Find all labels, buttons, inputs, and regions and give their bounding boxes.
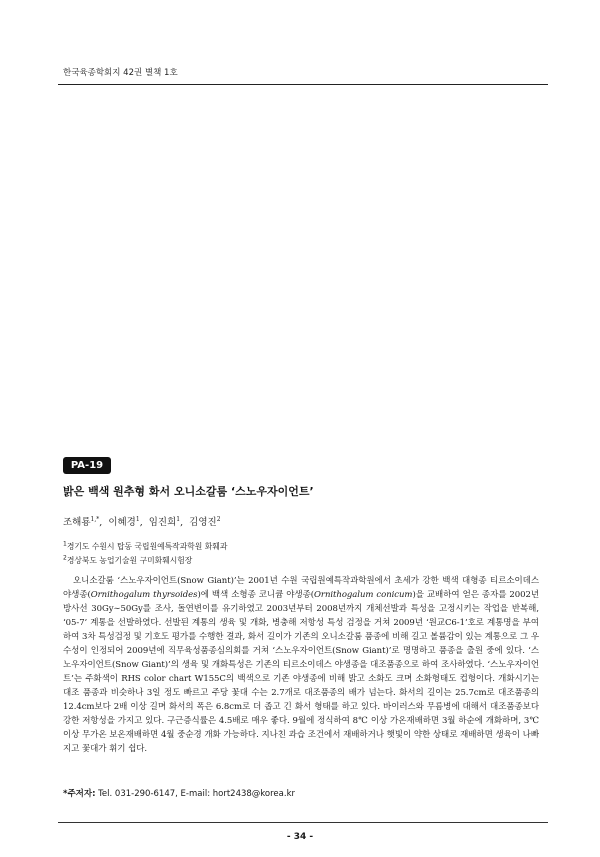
affiliation-number: 1 bbox=[63, 540, 67, 548]
abstract-text: )을 교배하여 얻은 종자를 2002년 방사선 30Gy∼50Gy를 조사, 돌연변이를 유기하였고 2003년부터 2008년까지 개체선발과 특성을 고정시키는 작업을 반복해, ‘05-7’ 계통을 선발하였다. 선발된 계통의 생육 및 개화, 병충해 저항성 특성 검정을 거쳐 2009년 ‘원교C6-1’호로 계통명을 부여하여 3차 특성검정 및 기호도 평가를 수행한 결과, 화서 길이가 기존의 오니소갈룸 품종에 비해 길고 볼륨감이 있는 계통으로 그 우수성이 인정되어 2009년에 직무육성품종심의회를 거쳐 ‘스노우자이언트(Snow Giant)’로 명명하고 품종을 출원 중에 있다. ‘스노우자이언트(Snow Giant)’의 생육 및 개화특성은 기존의 티르소이데스 야생종을 대조품종으로 하여 조사하였다. ‘스노우자이언트’는 주화색이 RHS color chart W155C의 백색으로 기존 야생종에 비해 밝고 소화도 크며 소화형태도 컵형이다. 개화시기는 대조 품종과 비슷하나 3일 정도 빠르고 주당 꽃대 수는 2.7개로 대조품종의 배가 넘는다. 화서의 길이는 25.7cm로 대조품종의 12.4cm보다 2배 이상 길며 화서의 폭은 6.8cm로 더 좁고 긴 화서 형태를 하고 있다. 바이러스와 무름병에 대해서 대조품종보다 강한 저항성을 가지고 있다. 구근증식률은 4.5배로 매우 좋다. 9월에 정식하여 8℃ 이상 가온재배하면 3월 하순에 개화하며, 3℃ 이상 무가온 보온재배하면 4월 중순경 개화 가능하다. 지나친 과습 조건에서 재배하거나 햇빛이 약한 상태로 재배하면 생육이 나빠지고 꽃대가 휘기 쉽다. bbox=[63, 590, 540, 754]
author-affil-mark: 2 bbox=[216, 515, 221, 523]
header-rule bbox=[58, 84, 548, 85]
author-list: 조해룡$^{1,*}$, 이혜경$^1$, 임진희$^1$, 김영진$^2$ bbox=[63, 515, 221, 528]
correspondence-label: *주저자: bbox=[63, 789, 96, 799]
affiliation-text: 경상북도 농업기술원 구미화훼시험장 bbox=[66, 555, 193, 565]
correspondence-contact: Tel. 031-290-6147, E-mail: hort2438@korea.kr bbox=[95, 789, 295, 799]
author-name: 김영진 bbox=[189, 517, 217, 528]
species-name: Ornithogalum conicum bbox=[314, 590, 413, 600]
abstract-text: 오니소갈룸 ‘스노우자이언트(Snow Giant)’는 2001년 수원 국립원예특작과학원에서 초세가 강한 백색 대형종 티르소이데스 야생종( bbox=[63, 576, 539, 600]
affiliation-number: 2 bbox=[63, 553, 67, 561]
author-affil-mark: 1 bbox=[176, 515, 181, 523]
correspondence bbox=[63, 787, 295, 799]
author-affil-mark: 1,* bbox=[90, 515, 100, 523]
author-affil-mark: 1 bbox=[135, 515, 140, 523]
author-name: 임진희 bbox=[148, 517, 177, 528]
paper-title: 밝은 백색 원추형 화서 오니소갈룸 ‘스노우자이언트’ bbox=[63, 485, 314, 498]
page-number: - 34 - bbox=[286, 832, 314, 842]
species-name: Ornithogalum thyrsoides bbox=[90, 590, 198, 600]
abstract-id-badge: PA-19 bbox=[63, 457, 111, 474]
abstract-text: )에 백색 소형종 코니큠 야생종( bbox=[197, 590, 315, 600]
affiliation-list bbox=[63, 540, 227, 567]
author-name: 이혜경 bbox=[108, 517, 136, 528]
affiliation-item bbox=[63, 540, 227, 554]
abstract-body bbox=[63, 574, 539, 756]
affiliation-text: 경기도 수원시 탑동 국립원예특작과학원 화훼과 bbox=[66, 542, 228, 551]
author-name: 조해룡 bbox=[63, 517, 91, 528]
footer-rule bbox=[58, 822, 548, 823]
affiliation-item bbox=[63, 554, 227, 568]
journal-header: 한국육종학회지 42권 별책 1호 bbox=[63, 68, 178, 78]
